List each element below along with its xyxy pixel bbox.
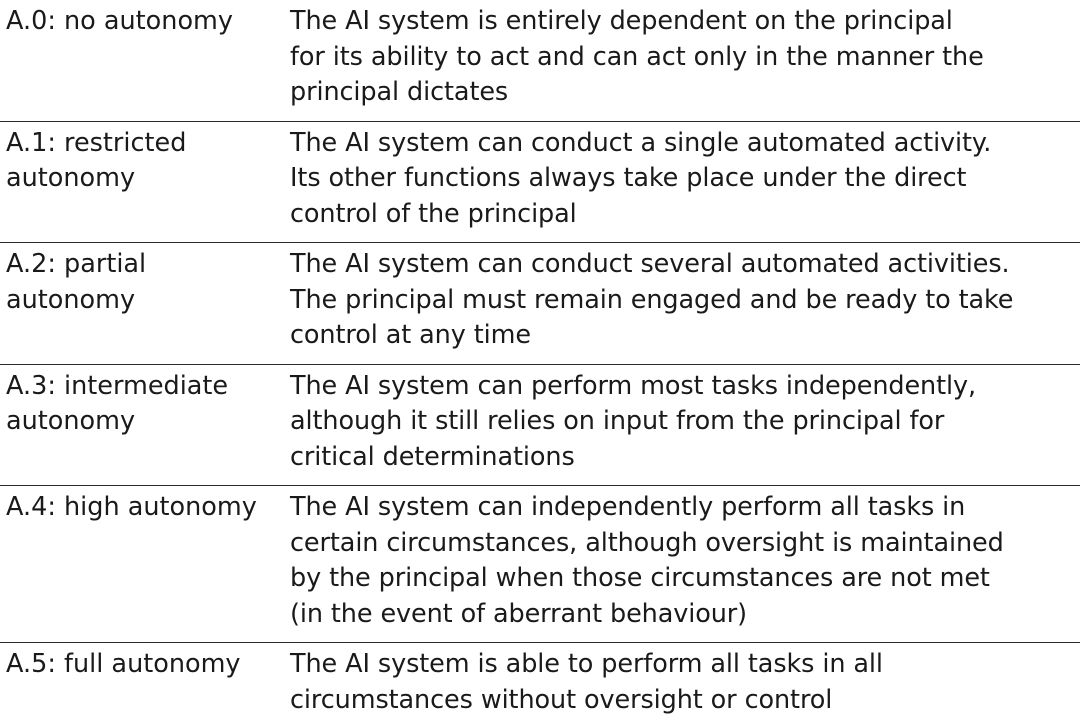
level-description: The AI system can perform most tasks independently, although it still relies on input from the principal for critical determinations bbox=[290, 370, 977, 472]
level-label: A.0: no autonomy bbox=[6, 6, 233, 36]
level-description: The AI system can independently perform all tasks in certain circumstances, although oversight is maintained by the principal when those circumstances are not met (in the event of aberrant behaviour) bbox=[290, 492, 1004, 629]
level-description: The AI system is entirely dependent on the principal for its ability to act and can act only in the manner the principal dictates bbox=[290, 6, 984, 107]
table-row-a4 bbox=[0, 486, 1080, 643]
table-row-a3 bbox=[0, 365, 1080, 487]
level-label: A.3: intermediate autonomy bbox=[6, 370, 229, 436]
table-row-a2 bbox=[0, 243, 1080, 365]
level-label: A.5: full autonomy bbox=[6, 649, 241, 679]
table-row-a1 bbox=[0, 122, 1080, 244]
table-row-a0 bbox=[0, 0, 1080, 122]
level-label: A.2: partial autonomy bbox=[6, 249, 147, 315]
level-label: A.4: high autonomy bbox=[6, 492, 257, 522]
level-description: The AI system can conduct several automated activities. The principal must remain engaged and be ready to take control at any time bbox=[290, 249, 1014, 350]
level-description: The AI system can conduct a single automated activity. Its other functions always take place under the direct control of the principal bbox=[290, 127, 992, 229]
level-label: A.1: restricted autonomy bbox=[6, 127, 187, 193]
table-row-a5 bbox=[0, 643, 1080, 728]
level-description: The AI system is able to perform all tasks in all circumstances without oversight or control bbox=[290, 649, 883, 715]
